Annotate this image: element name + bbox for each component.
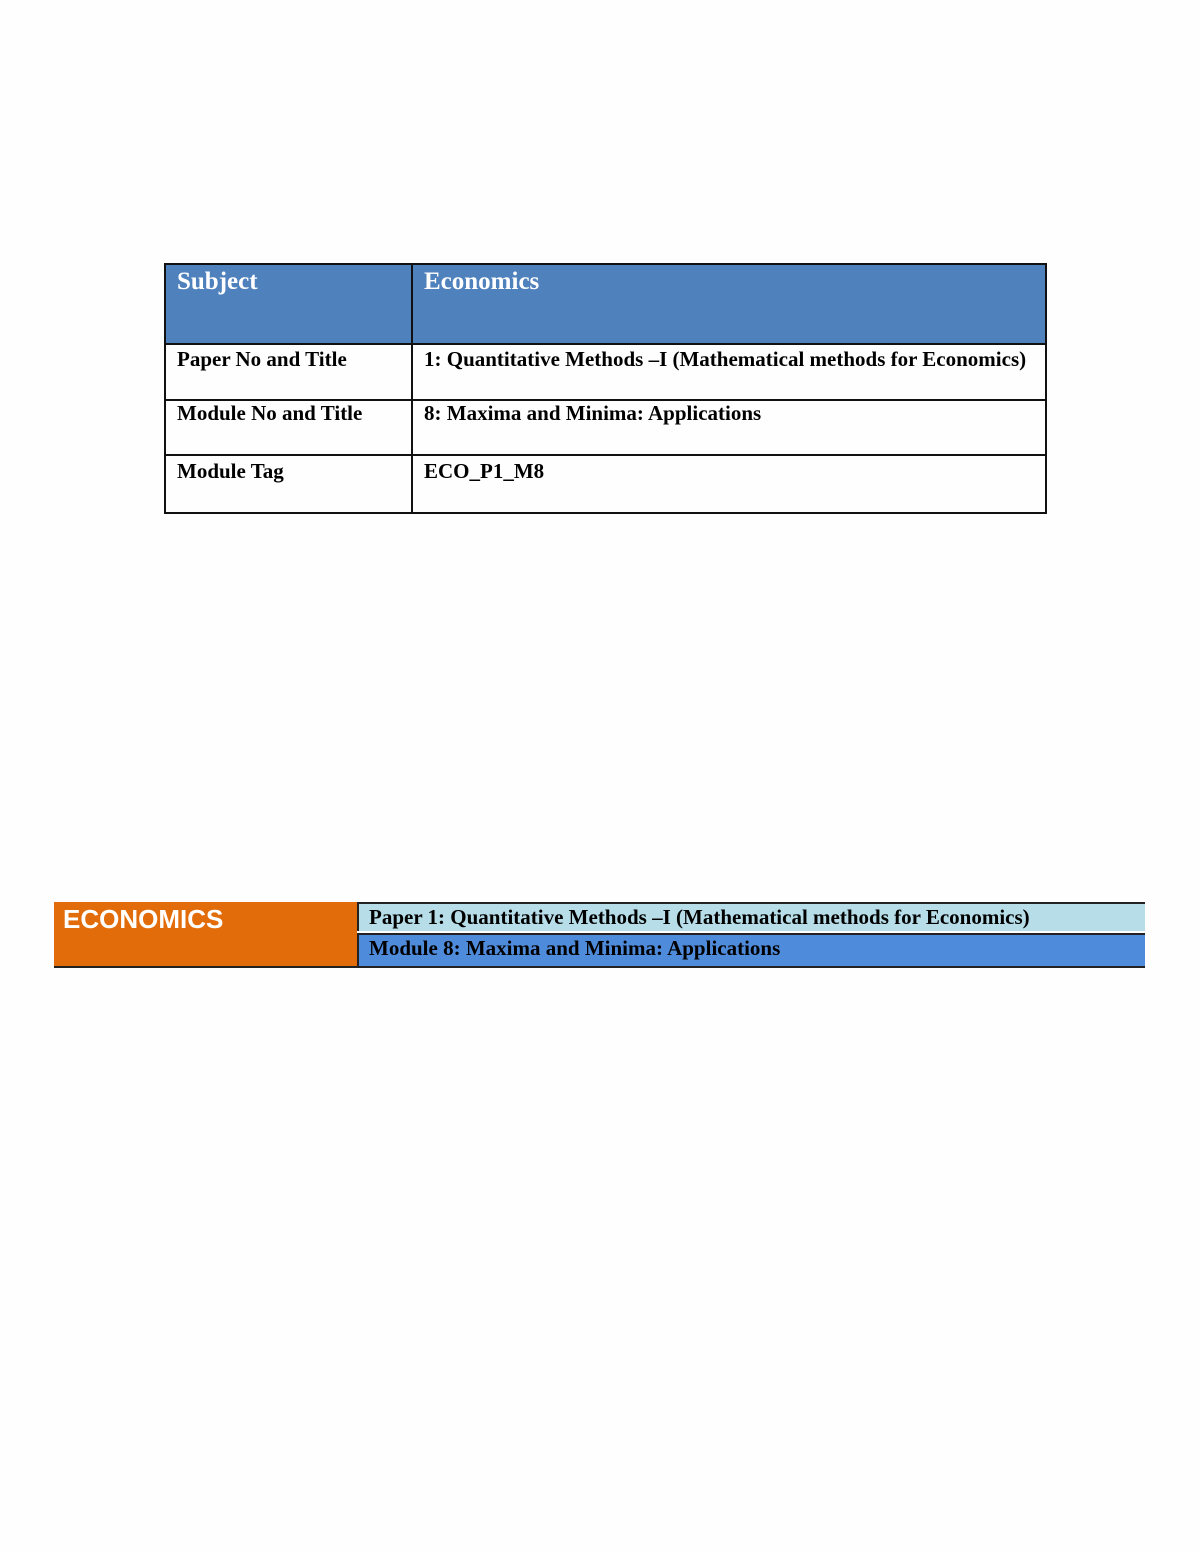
module-tag-label: Module Tag [165,455,412,513]
footer-paper-text: Paper 1: Quantitative Methods –I (Mathematical methods for Economics) [369,905,1030,929]
module-value: 8: Maxima and Minima: Applications [412,400,1046,455]
module-label: Module No and Title [165,400,412,455]
page-footer-banner [54,902,1145,968]
footer-paper-cell [357,902,1145,931]
paper-value: 1: Quantitative Methods –I (Mathematical methods for Economics) [412,344,1046,400]
footer-subject-text: ECONOMICS [63,904,224,934]
footer-module-cell [357,933,1145,968]
table-header-row [165,264,1046,344]
table-row [165,400,1046,455]
footer-subject-cell [54,902,357,968]
module-tag-value: ECO_P1_M8 [412,455,1046,513]
subject-label: Subject [165,264,412,344]
paper-label: Paper No and Title [165,344,412,400]
table-row [165,344,1046,400]
footer-module-text: Module 8: Maxima and Minima: Applications [369,936,781,960]
table-row [165,455,1046,513]
module-info-table [164,263,1047,514]
subject-value: Economics [412,264,1046,344]
